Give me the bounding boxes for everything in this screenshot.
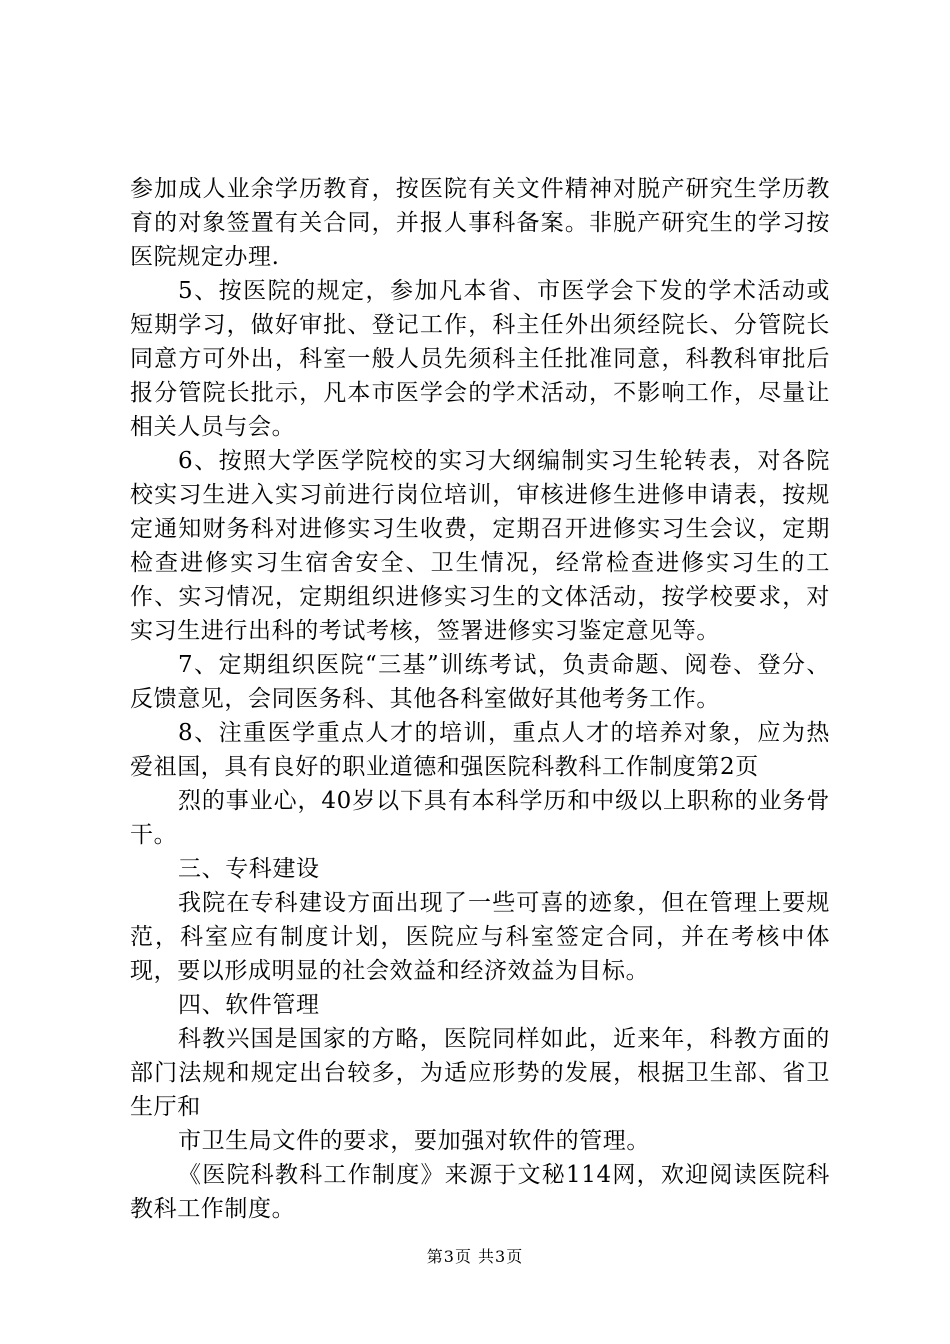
page-number: 第3页 共3页 <box>426 1247 524 1266</box>
section-heading-software: 四、软件管理 <box>178 992 320 1018</box>
paragraph-continuation: 参加成人业余学历教育，按医院有关文件精神对脱产研究生学历教育的对象签置有关合同，并报人事科备案。非脱产研究生的学习按医院规定办理. <box>130 176 830 270</box>
paragraph-software-continued: 市卫生局文件的要求，要加强对软件的管理。 <box>178 1128 650 1154</box>
paragraph-software: 科教兴国是国家的方略，医院同样如此，近来年，科教方面的部门法规和规定出台较多，为适应形势的发展，根据卫生部、省卫生厅和 <box>130 1026 830 1120</box>
document-body <box>130 172 830 1226</box>
paragraph-specialty: 我院在专科建设方面出现了一些可喜的迹象，但在管理上要规范，科室应有制度计划，医院应与科室签定合同，并在考核中体现，要以形成明显的社会效益和经济效益为目标。 <box>130 890 830 984</box>
paragraph-item-8-continued: 烈的事业心，40岁以下具有本科学历和中级以上职称的业务骨干。 <box>130 788 830 848</box>
paragraph-source-note: 《医院科教科工作制度》来源于文秘114网，欢迎阅读医院科教科工作制度。 <box>130 1162 830 1222</box>
paragraph-item-5: 5、按医院的规定，参加凡本省、市医学会下发的学术活动或短期学习，做好审批、登记工作，科主任外出须经院长、分管院长同意方可外出，科室一般人员先须科主任批准同意，科教科审批后报分管院长批示，凡本市医学会的学术活动，不影响工作，尽量让相关人员与会。 <box>130 278 830 440</box>
paragraph-item-7: 7、定期组织医院“三基”训练考试，负责命题、阅卷、登分、反馈意见，会同医务科、其他各科室做好其他考务工作。 <box>130 652 830 712</box>
section-heading-specialty: 三、专科建设 <box>178 856 320 882</box>
paragraph-item-6: 6、按照大学医学院校的实习大纲编制实习生轮转表，对各院校实习生进入实习前进行岗位培训，审核进修生进修申请表，按规定通知财务科对进修实习生收费，定期召开进修实习生会议，定期检查进修实习生宿舍安全、卫生情况，经常检查进修实习生的工作、实习情况，定期组织进修实习生的文体活动，按学校要求，对实习生进行出科的考试考核，签署进修实习鉴定意见等。 <box>130 448 830 644</box>
paragraph-item-8: 8、注重医学重点人才的培训，重点人才的培养对象，应为热爱祖国，具有良好的职业道德和强医院科教科工作制度第2页 <box>130 720 830 780</box>
